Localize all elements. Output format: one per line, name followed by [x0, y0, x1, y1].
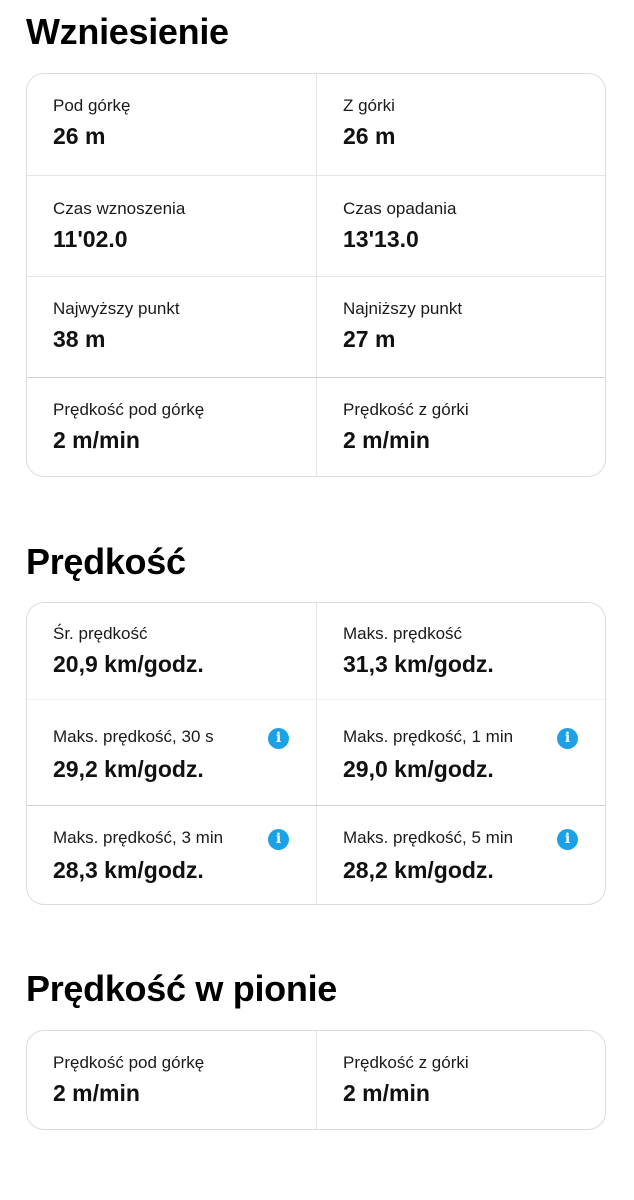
stat-label: Prędkość pod górkę: [53, 400, 205, 419]
stat-label: Maks. prędkość: [343, 624, 463, 643]
stat-label: Maks. prędkość, 1 min: [343, 727, 514, 746]
stat-value: 26 m: [53, 123, 106, 149]
stat-uphill-speed: [27, 378, 316, 477]
stat-value: 28,2 km/godz.: [343, 857, 494, 883]
speed-card: [26, 602, 606, 905]
stat-value: 2 m/min: [53, 427, 140, 453]
stat-max-speed-30s: [27, 700, 316, 805]
elevation-row-speeds: [27, 377, 605, 477]
stat-label: Pod górkę: [53, 96, 131, 115]
stat-value: 11'02.0: [53, 226, 128, 252]
stat-highest-point: [27, 277, 316, 377]
stat-descent-time: [316, 176, 605, 276]
stat-label: Czas opadania: [343, 199, 457, 218]
section-title-elevation: Wzniesienie: [26, 11, 229, 52]
stat-max-speed-3min: [27, 806, 316, 905]
elevation-row-times: [27, 175, 605, 276]
stat-downhill: [316, 74, 605, 175]
stat-vertical-uphill-speed: [27, 1031, 316, 1130]
stat-label: Z górki: [343, 96, 395, 115]
stat-label: Najniższy punkt: [343, 299, 463, 318]
section-title-vertical-speed: Prędkość w pionie: [26, 968, 337, 1009]
stat-downhill-speed: [316, 378, 605, 477]
info-icon[interactable]: i: [557, 829, 578, 850]
stat-max-speed-1min: [316, 700, 605, 805]
stat-value: 29,0 km/godz.: [343, 756, 494, 782]
stat-max-speed-5min: [316, 806, 605, 905]
stat-label: Prędkość z górki: [343, 400, 469, 419]
speed-row-30s-1min: [27, 699, 605, 805]
stat-avg-speed: [27, 603, 316, 699]
stat-vertical-downhill-speed: [316, 1031, 605, 1130]
vertical-speed-card: [26, 1030, 606, 1130]
stat-lowest-point: [316, 277, 605, 377]
stat-max-speed: [316, 603, 605, 699]
speed-row-3min-5min: [27, 805, 605, 905]
stat-value: 27 m: [343, 326, 396, 352]
elevation-row-points: [27, 276, 605, 377]
stat-label: Czas wznoszenia: [53, 199, 186, 218]
stat-label: Maks. prędkość, 30 s: [53, 727, 214, 746]
stat-label: Najwyższy punkt: [53, 299, 180, 318]
stat-uphill: [27, 74, 316, 175]
info-icon[interactable]: i: [268, 728, 289, 749]
stat-value: 2 m/min: [343, 427, 430, 453]
speed-row-avg-max: [27, 603, 605, 699]
elevation-card: [26, 73, 606, 477]
stat-label: Maks. prędkość, 3 min: [53, 828, 224, 847]
stat-label: Śr. prędkość: [53, 624, 148, 643]
vertical-speed-row: [27, 1031, 605, 1130]
stat-label: Prędkość pod górkę: [53, 1053, 205, 1072]
elevation-row-uphill-downhill: [27, 74, 605, 175]
stat-value: 2 m/min: [343, 1080, 430, 1106]
stat-label: Maks. prędkość, 5 min: [343, 828, 514, 847]
info-icon[interactable]: i: [557, 728, 578, 749]
stat-value: 13'13.0: [343, 226, 419, 252]
stat-label: Prędkość z górki: [343, 1053, 469, 1072]
stat-value: 20,9 km/godz.: [53, 651, 204, 677]
stat-value: 38 m: [53, 326, 106, 352]
section-title-speed: Prędkość: [26, 541, 186, 582]
info-icon[interactable]: i: [268, 829, 289, 850]
stat-value: 26 m: [343, 123, 396, 149]
stat-value: 28,3 km/godz.: [53, 857, 204, 883]
stat-ascent-time: [27, 176, 316, 276]
stat-value: 29,2 km/godz.: [53, 756, 204, 782]
stat-value: 2 m/min: [53, 1080, 140, 1106]
stat-value: 31,3 km/godz.: [343, 651, 494, 677]
